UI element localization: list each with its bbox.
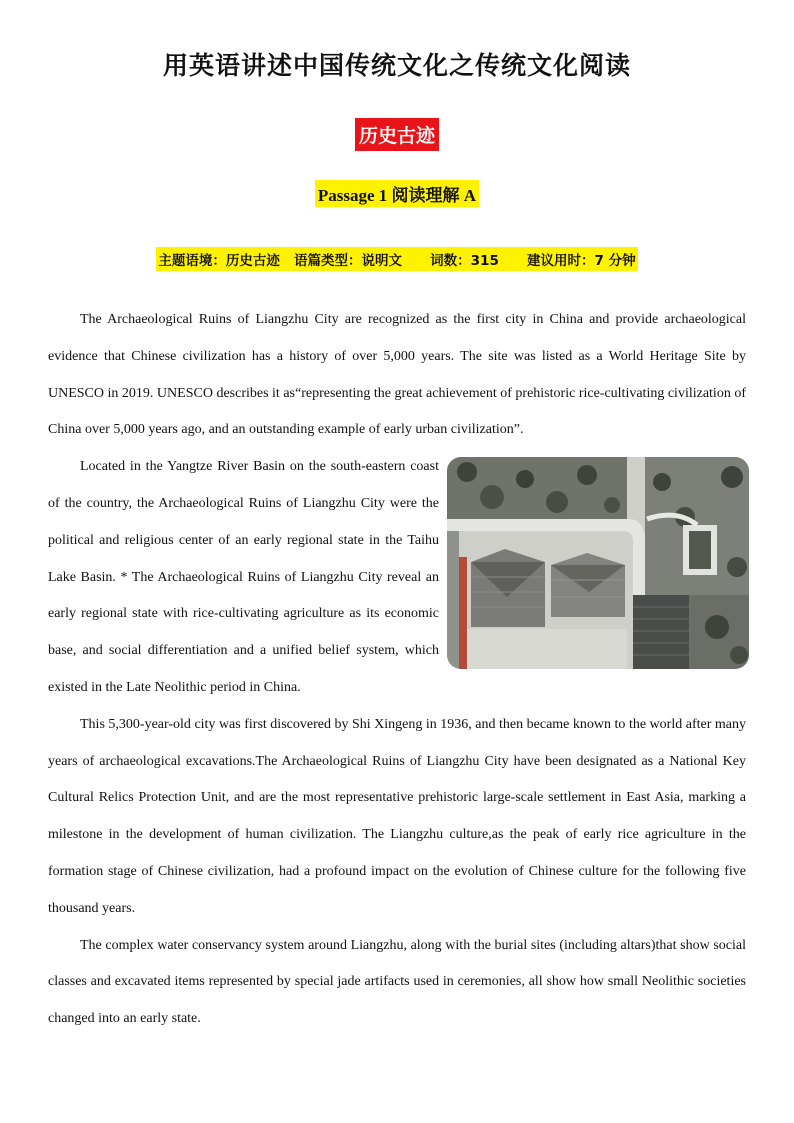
aerial-photo-image [447,457,749,669]
document-title: 用英语讲述中国传统文化之传统文化阅读 [162,51,631,80]
passage-heading [0,180,794,207]
section-heading [0,118,794,151]
paragraph-1: The Archaeological Ruins of Liangzhu City are recognized as the first city in China and provide archaeological evidence that Chinese civilization has a history of over 5,000 years. The site was listed as a World Heritage Site by UNESCO in 2019. UNESCO describes it as“representing the great achievement of prehistoric rice-cultivating civilization of China over 5,000 years ago, and an outstanding example of early urban civilization”. [48,312,746,438]
section-label: 历史古迹 [355,118,439,151]
paragraph-2: Located in the Yangtze River Basin on the south-eastern coast of the country, the Archaeological Ruins of Liangzhu City were the political and religious center of an early regional state in the Taihu Lake Basin. * The Archaeological Ruins of Liangzhu City reveal an early regional state with rice-cultivating agriculture as its economic base, and social differentiation and a unified belief system, which existed in the Late Neolithic period in China. [48,459,439,695]
reading-meta [0,247,794,271]
reading-meta-line: 主题语境：历史古迹 语篇类型：说明文 词数：315 建议用时：7 分钟 [156,247,637,271]
passage-body [48,302,746,1038]
paragraph-4: The complex water conservancy system around Liangzhu, along with the burial sites (including altars)that show social classes and excavated items represented by special jade artifacts used in ceremonies, all show how small Neolithic societies changed into an early state. [48,937,746,1027]
passage-label: Passage 1 阅读理解 A [315,180,479,207]
paragraph-3: This 5,300-year-old city was first discovered by Shi Xingeng in 1936, and then became known to the world after many years of archaeological excavations.The Archaeological Ruins of Liangzhu City have been designated as a National Key Cultural Relics Protection Unit, and are the most representative prehistoric large-scale settlement in East Asia, marking a milestone in the development of human civilization. The Liangzhu culture,as the peak of early rice agriculture in the formation stage of Chinese civilization, had a profound impact on the evolution of Chinese culture for the following five thousand years. [48,716,746,916]
